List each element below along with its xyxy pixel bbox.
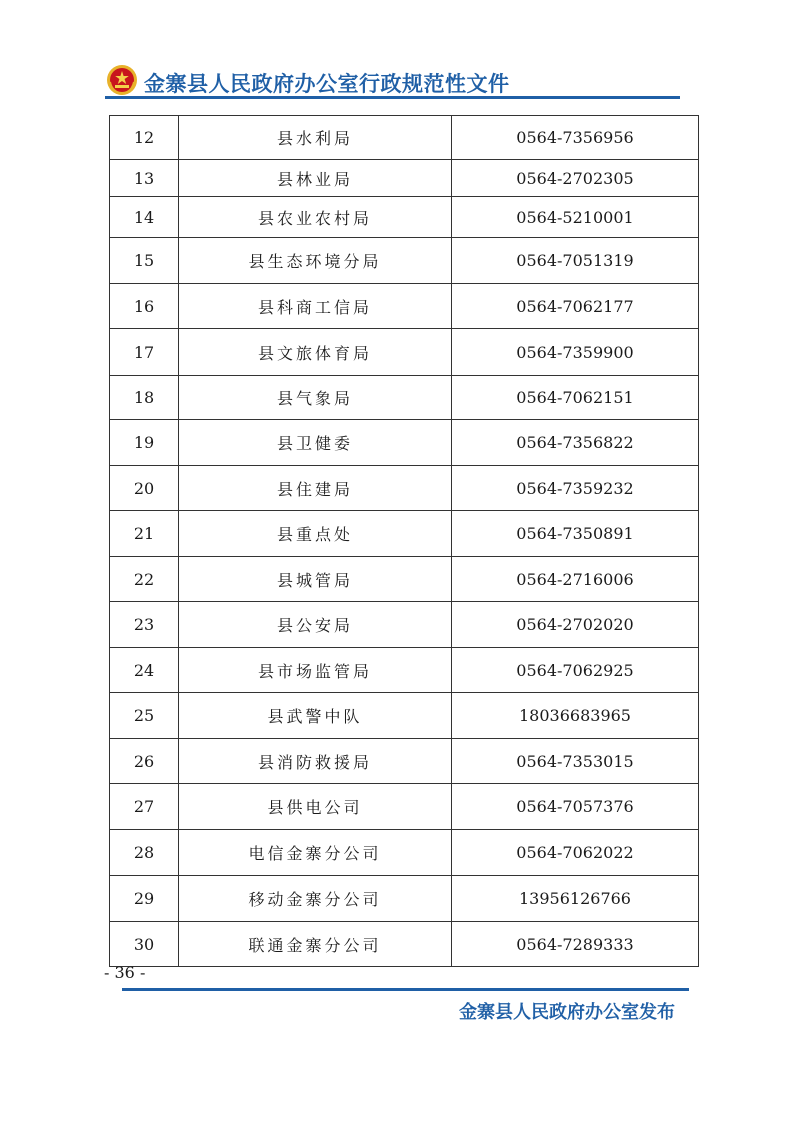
table-row bbox=[110, 922, 699, 967]
page-number: - 36 - bbox=[104, 963, 146, 982]
phone-number: 0564-7359900 bbox=[452, 329, 699, 376]
agency-name: 移动金寨分公司 bbox=[179, 876, 452, 922]
contact-table bbox=[109, 115, 699, 967]
agency-name: 联通金寨分公司 bbox=[179, 922, 452, 967]
row-number: 29 bbox=[110, 876, 179, 922]
table-row bbox=[110, 511, 699, 557]
national-emblem-icon bbox=[106, 64, 138, 96]
phone-number: 0564-7062151 bbox=[452, 376, 699, 420]
phone-number: 0564-7350891 bbox=[452, 511, 699, 557]
table-row bbox=[110, 466, 699, 511]
table-row bbox=[110, 784, 699, 830]
agency-name: 县城管局 bbox=[179, 557, 452, 602]
table-row bbox=[110, 420, 699, 466]
document-header-title: 金寨县人民政府办公室行政规范性文件 bbox=[144, 72, 510, 96]
row-number: 13 bbox=[110, 160, 179, 197]
table-row bbox=[110, 557, 699, 602]
row-number: 15 bbox=[110, 238, 179, 284]
row-number: 26 bbox=[110, 739, 179, 784]
phone-number: 0564-7057376 bbox=[452, 784, 699, 830]
row-number: 19 bbox=[110, 420, 179, 466]
agency-name: 县公安局 bbox=[179, 602, 452, 648]
table-row bbox=[110, 693, 699, 739]
row-number: 18 bbox=[110, 376, 179, 420]
agency-name: 县科商工信局 bbox=[179, 284, 452, 329]
row-number: 21 bbox=[110, 511, 179, 557]
table-row bbox=[110, 739, 699, 784]
footer-divider bbox=[122, 988, 689, 991]
phone-number: 0564-7062177 bbox=[452, 284, 699, 329]
table-row bbox=[110, 284, 699, 329]
phone-number: 0564-2702020 bbox=[452, 602, 699, 648]
phone-number: 0564-7359232 bbox=[452, 466, 699, 511]
phone-number: 0564-7353015 bbox=[452, 739, 699, 784]
table-row bbox=[110, 238, 699, 284]
table-row bbox=[110, 876, 699, 922]
phone-number: 0564-2702305 bbox=[452, 160, 699, 197]
row-number: 28 bbox=[110, 830, 179, 876]
table-row bbox=[110, 648, 699, 693]
agency-name: 县文旅体育局 bbox=[179, 329, 452, 376]
agency-name: 县水利局 bbox=[179, 116, 452, 160]
phone-number: 13956126766 bbox=[452, 876, 699, 922]
agency-name: 县供电公司 bbox=[179, 784, 452, 830]
row-number: 16 bbox=[110, 284, 179, 329]
row-number: 12 bbox=[110, 116, 179, 160]
row-number: 27 bbox=[110, 784, 179, 830]
phone-number: 0564-7356956 bbox=[452, 116, 699, 160]
table-row bbox=[110, 830, 699, 876]
phone-number: 0564-7356822 bbox=[452, 420, 699, 466]
phone-number: 0564-2716006 bbox=[452, 557, 699, 602]
agency-name: 县武警中队 bbox=[179, 693, 452, 739]
agency-name: 县生态环境分局 bbox=[179, 238, 452, 284]
row-number: 17 bbox=[110, 329, 179, 376]
row-number: 25 bbox=[110, 693, 179, 739]
row-number: 22 bbox=[110, 557, 179, 602]
phone-number: 0564-5210001 bbox=[452, 197, 699, 238]
agency-name: 县林业局 bbox=[179, 160, 452, 197]
row-number: 14 bbox=[110, 197, 179, 238]
row-number: 24 bbox=[110, 648, 179, 693]
table-row bbox=[110, 197, 699, 238]
agency-name: 县卫健委 bbox=[179, 420, 452, 466]
agency-name: 电信金寨分公司 bbox=[179, 830, 452, 876]
table-row bbox=[110, 160, 699, 197]
phone-number: 0564-7051319 bbox=[452, 238, 699, 284]
agency-name: 县农业农村局 bbox=[179, 197, 452, 238]
table-row bbox=[110, 329, 699, 376]
agency-name: 县重点处 bbox=[179, 511, 452, 557]
phone-number: 0564-7289333 bbox=[452, 922, 699, 967]
header-divider bbox=[105, 96, 680, 99]
contact-table-body bbox=[110, 116, 699, 967]
agency-name: 县气象局 bbox=[179, 376, 452, 420]
footer-publisher: 金寨县人民政府办公室发布 bbox=[459, 1002, 675, 1023]
table-row bbox=[110, 376, 699, 420]
row-number: 20 bbox=[110, 466, 179, 511]
table-row bbox=[110, 116, 699, 160]
phone-number: 0564-7062925 bbox=[452, 648, 699, 693]
row-number: 30 bbox=[110, 922, 179, 967]
agency-name: 县市场监管局 bbox=[179, 648, 452, 693]
phone-number: 18036683965 bbox=[452, 693, 699, 739]
agency-name: 县住建局 bbox=[179, 466, 452, 511]
agency-name: 县消防救援局 bbox=[179, 739, 452, 784]
table-row bbox=[110, 602, 699, 648]
row-number: 23 bbox=[110, 602, 179, 648]
phone-number: 0564-7062022 bbox=[452, 830, 699, 876]
